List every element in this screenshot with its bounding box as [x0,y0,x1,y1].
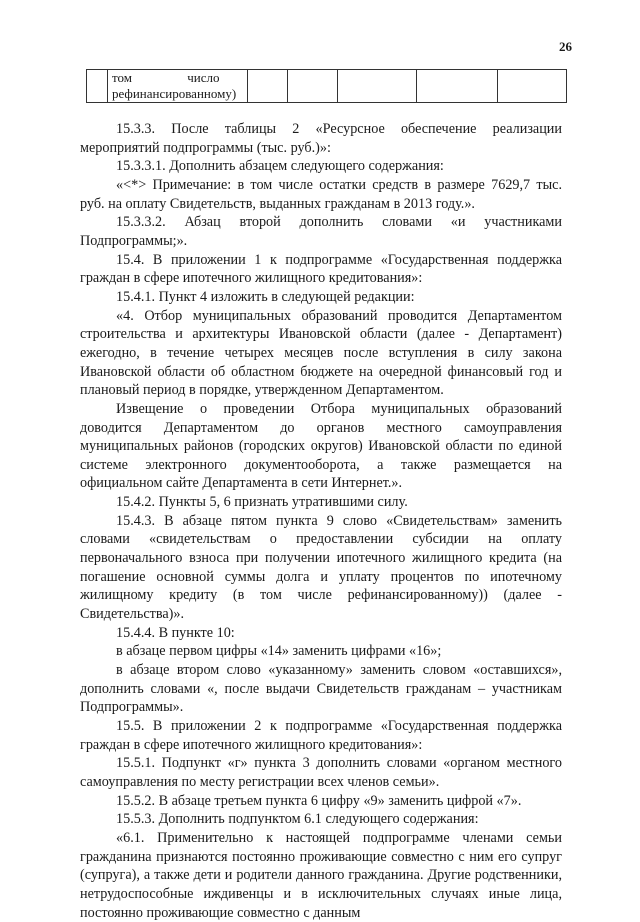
document-body [80,120,562,922]
paragraph: в абзаце первом цифры «14» заменить цифрами «16»; [116,643,442,660]
table-cell-text: том число рефинансированному) [112,70,237,101]
paragraph: в абзаце втором слово «указанному» заменить словом «оставшихся», дополнить словами «, после выдачи Свидетельств гражданам – участникам Подпрограммы». [80,662,562,716]
page-number: 26 [559,39,572,54]
table-fragment [86,69,567,103]
paragraph: «4. Отбор муниципальных образований проводится Департаментом строительства и архитектуры Ивановской области (далее - Департамент) ежегодно, в течение четырех месяцев после вступления в силу закона Ивановской области об областном бюджете на очередной финансовый год и плановый период в порядке, утвержденном Департаментом. [80,307,562,399]
paragraph: 15.4. В приложении 1 к подпрограмме «Государственная поддержка граждан в сфере ипотечного жилищного кредитования»: [80,251,562,287]
paragraph: 15.4.4. В пункте 10: [116,624,235,641]
paragraph: 15.3.3. После таблицы 2 «Ресурсное обеспечение реализации мероприятий подпрограммы (тыс. руб.)»: [80,121,562,156]
paragraph: «6.1. Применительно к настоящей подпрограмме членами семьи гражданина признаются постоянно проживающие совместно с ним его супруг (супруга), а также дети и родители данного гражданина. Другие родственники, нетрудоспособные иждивенцы и в исключительных случаях иные лица, постоянно проживающие совместно с данным [80,829,562,921]
paragraph: Извещение о проведении Отбора муниципальных образований доводится Департаментом до органов местного самоуправления муниципальных районов (городских округов) Ивановской области по единой системе электронного документооборота, а также размещается на официальном сайте Департамента в сети Интернет.». [80,400,562,492]
paragraph: 15.3.3.2. Абзац второй дополнить словами «и участниками Подпрограммы;». [80,214,562,249]
paragraph: 15.5.3. Дополнить подпунктом 6.1 следующего содержания: [116,811,479,828]
paragraph: 15.4.3. В абзаце пятом пункта 9 слово «Свидетельствам» заменить словами «свидетельствам о предоставлении субсидии на оплату первоначального взноса при получении ипотечного жилищного кредита (на погашение основной суммы долга и уплату процентов по ипотечному жилищному кредиту (в том числе рефинансированному)) (далее - Свидетельства)». [80,512,562,623]
paragraph: 15.3.3.1. Дополнить абзацем следующего содержания: [116,158,444,175]
table-cell [338,70,417,103]
table-cell [87,70,108,103]
paragraph: 15.4.2. Пункты 5, 6 признать утратившими силу. [116,494,408,511]
table-cell [417,70,498,103]
paragraph: 15.4.1. Пункт 4 изложить в следующей редакции: [116,288,415,305]
table-row [87,70,567,103]
table-cell [248,70,288,103]
table-cell [288,70,338,103]
paragraph: «<*> Примечание: в том числе остатки средств в размере 7629,7 тыс. руб. на оплату Свидетельств, выданных гражданам в 2013 году.». [80,176,562,212]
paragraph: 15.5. В приложении 2 к подпрограмме «Государственная поддержка граждан в сфере ипотечного жилищного кредитования»: [80,718,562,753]
paragraph: 15.5.2. В абзаце третьем пункта 6 цифру «9» заменить цифрой «7». [116,792,522,809]
paragraph: 15.5.1. Подпункт «г» пункта 3 дополнить словами «органом местного самоуправления по месту регистрации всех членов семьи». [80,755,562,790]
table-cell [498,70,567,103]
table-cell [108,70,248,103]
